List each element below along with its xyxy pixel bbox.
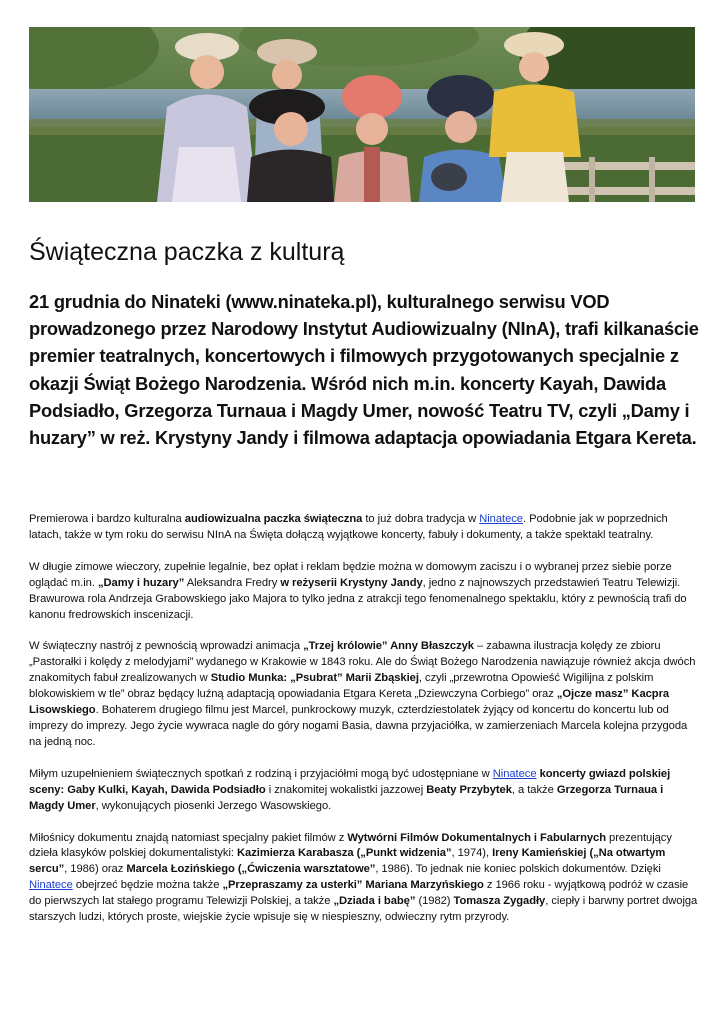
ninateka-link[interactable]: Ninatece bbox=[492, 767, 537, 780]
bold-text: koncerty gwiazd polskiej sceny: Gaby Kulki, Kayah, Dawida Podsiadło bbox=[29, 767, 671, 796]
text: , czyli „przewrotna Opowieść Wigilijna z polskim blokowiskiem w tle” obraz będący luźną adaptacją opowiadania Etgara Kereta „Dziewczyna Corbiego” oraz bbox=[29, 672, 654, 701]
bold-text: „Na otwartym sercu” bbox=[29, 847, 666, 876]
text: (1982) bbox=[415, 895, 454, 908]
ninateka-link[interactable]: Ninatece bbox=[479, 513, 523, 525]
bold-text: „Punkt widzenia” bbox=[360, 847, 452, 860]
text: , wykonujących piosenki Jerzego Wasowskiego. bbox=[95, 799, 332, 812]
bold-text: „Trzej królowie” Anny Błaszczyk bbox=[303, 640, 474, 653]
bold-text: Beaty Przybytek bbox=[426, 783, 512, 796]
text: – zabawna ilustracja kolędy ze zbioru „Pastorałki i kolędy z melodyjami” wydanego w Krakowie w 1843 roku. Ale do Świąt Bożego Narodzenia nawiązuje również akcja dwóch znakomitych fabuł zrealizowanych w bbox=[29, 640, 696, 685]
bold-text: „Dziada i babę” bbox=[333, 895, 416, 908]
article-title: Świąteczna paczka z kulturą bbox=[29, 238, 345, 266]
paragraph-3 bbox=[29, 639, 699, 750]
text: , ciepły i barwny portret dwojga starszych ludzi, których proste, wiejskie życie wpisuje się w niespieszny, odwieczny rytm przyrody. bbox=[29, 895, 698, 924]
text: , a także bbox=[511, 783, 557, 796]
text: Miłośnicy dokumentu znajdą natomiast specjalny pakiet filmów z bbox=[29, 831, 348, 844]
article-lead: 21 grudnia do Ninateki (www.ninateka.pl), kulturalnego serwisu VOD prowadzonego przez Narodowy Instytut Audiowizualny (NInA), trafi kilkanaście premier teatralnych, koncertowych i filmowych przygotowanych specjalnie z okazji Świąt Bożego Narodzenia. Wśród nich m.in. koncerty Kayah, Dawida Podsiadło, Grzegorza Turnaua i Magdy Umer, nowość Teatru TV, czyli „Damy i huzary” w reż. Krystyny Jandy i filmowa adaptacja opowiadania Etgara Kereta. bbox=[29, 291, 699, 449]
paragraph-2 bbox=[29, 560, 699, 624]
bold-text: Grzegorza Turnaua i Magdy Umer bbox=[29, 783, 664, 812]
text: , jedno z najnowszych przedstawień Teatru Telewizji. Brawurowa rola Andrzeja Grabowskiego jako Majora to tylko jedna z atrakcji tego fenomenalnego spektaklu, który z pewnością trafi do kanonu fredrowskich inscenizacji. bbox=[29, 576, 687, 621]
text: i znakomitej wokalistki jazzowej bbox=[265, 783, 427, 796]
bold-text: audiowizualna paczka świąteczna bbox=[184, 513, 363, 525]
bold-text: Tomasza Zygadły bbox=[453, 895, 546, 908]
text: to już dobra tradycja w bbox=[362, 513, 480, 525]
bold-text: Ireny Kamieńskiej ( bbox=[492, 847, 594, 860]
text: Premierowa i bardzo kulturalna bbox=[29, 513, 185, 525]
ninateka-link[interactable]: Ninatece bbox=[29, 879, 73, 892]
bold-text: w reżyserii Krystyny Jandy bbox=[280, 576, 423, 589]
text: , 1986) oraz bbox=[64, 863, 127, 876]
bold-text: Kazimierza Karabasza ( bbox=[237, 847, 361, 860]
text: , 1974), bbox=[451, 847, 493, 860]
text: W świąteczny nastrój z pewnością wprowadzi animacja bbox=[29, 640, 304, 653]
bold-text: „Przepraszamy za usterki” Mariana Marzyńskiego bbox=[222, 879, 484, 892]
text: prezentujący dzieła klasyków polskiej dokumentalistyki: bbox=[29, 831, 672, 860]
bold-text: Studio Munka: „Psubrat” Marii Zbąskiej bbox=[210, 672, 419, 685]
bold-text: Wytwórni Filmów Dokumentalnych i Fabularnych bbox=[347, 831, 606, 844]
bold-text: Marcela Łozińskiego ( bbox=[126, 863, 242, 876]
text: . Podobnie jak w poprzednich latach, także w tym roku do serwisu NInA na Święta dołączą wyjątkowe koncerty, fabuły i dokumenty, a także spektakl teatralny. bbox=[29, 513, 668, 541]
text: Aleksandra Fredry bbox=[184, 576, 281, 589]
photo-illustration bbox=[29, 27, 695, 202]
text: obejrzeć będzie można także bbox=[72, 879, 223, 892]
header-photo bbox=[29, 27, 695, 202]
paragraph-1 bbox=[29, 512, 699, 544]
paragraph-5 bbox=[29, 831, 699, 926]
bold-text: „Damy i huzary” bbox=[97, 576, 185, 589]
text: . Bohaterem drugiego filmu jest Marcel, punkrockowy muzyk, czterdziestolatek żyjący od koncertu do koncertu lub od imprezy do imprezy. Jego życie wywraca nagle do góry nogami Basia, dawna przyjaciółka, w zamierzeniach Marcela kolejna przygoda na jedną noc. bbox=[29, 704, 688, 748]
text: , 1986). To jednak nie koniec polskich dokumentów. Dzięki bbox=[375, 863, 661, 876]
bold-text: „Ojcze masz” Kacpra Lisowskiego bbox=[29, 688, 670, 717]
text: z 1966 roku - wyjątkową podróż w czasie do pierwszych lat stałego programu Telewizji Polskiej, a także bbox=[29, 879, 689, 908]
bold-text: „Ćwiczenia warsztatowe” bbox=[241, 863, 376, 876]
text: Miłym uzupełnieniem świątecznych spotkań z rodziną i przyjaciółmi mogą być udostępniane w bbox=[29, 767, 493, 780]
paragraph-4 bbox=[29, 767, 699, 815]
article-body bbox=[29, 512, 699, 942]
text: W długie zimowe wieczory, zupełnie legalnie, bez opłat i reklam będzie można w domowym zaciszu i o wybranej przez siebie porze oglądać m.in. bbox=[29, 560, 672, 589]
